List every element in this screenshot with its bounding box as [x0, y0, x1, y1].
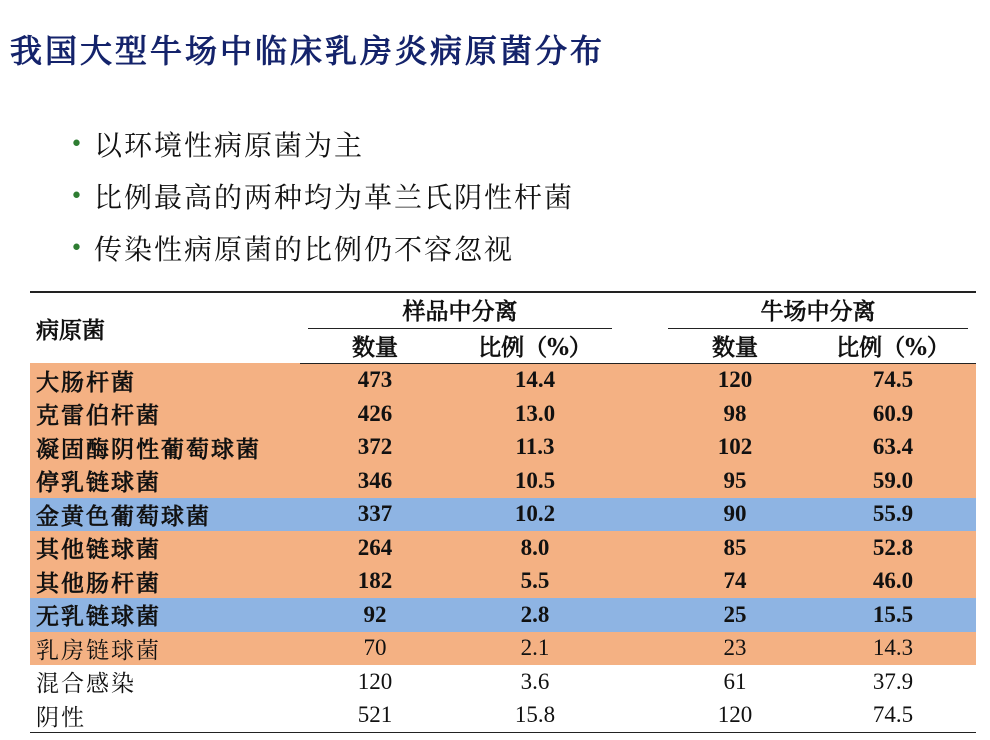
sample-ratio-cell: 3.6 [450, 665, 620, 699]
gap-cell [620, 498, 660, 532]
bullet-text: 传染性病原菌的比例仍不容忽视 [94, 233, 515, 266]
table-row [30, 699, 976, 733]
table-row [30, 431, 976, 465]
sample-ratio-cell: 11.3 [450, 431, 620, 465]
bullet-list [70, 118, 574, 274]
table-row [30, 565, 976, 599]
farm-count-cell: 120 [660, 363, 810, 397]
table-row [30, 498, 976, 532]
gap-cell [620, 464, 660, 498]
bullet-text: 比例最高的两种均为革兰氏阴性杆菌 [94, 181, 575, 214]
table-row [30, 397, 976, 431]
farm-count-header: 数量 [660, 329, 810, 363]
sample-count-cell: 264 [300, 531, 450, 565]
table-row [30, 665, 976, 699]
farm-ratio-cell: 15.5 [810, 598, 976, 632]
farm-ratio-cell: 52.8 [810, 531, 976, 565]
sample-count-cell: 337 [300, 498, 450, 532]
farm-count-cell: 102 [660, 431, 810, 465]
farm-ratio-cell: 37.9 [810, 665, 976, 699]
sample-ratio-cell: 8.0 [450, 531, 620, 565]
farm-ratio-header: 比例（%） [810, 329, 976, 363]
farm-count-cell: 61 [660, 665, 810, 699]
farm-ratio-cell: 46.0 [810, 565, 976, 599]
pathogen-column-header: 病原菌 [30, 292, 300, 363]
sample-count-header: 数量 [300, 329, 450, 363]
farm-count-cell: 120 [660, 699, 810, 733]
sample-count-cell: 120 [300, 665, 450, 699]
table-row [30, 531, 976, 565]
pathogen-name-cell: 无乳链球菌 [30, 598, 300, 632]
sample-ratio-cell: 13.0 [450, 397, 620, 431]
gap-cell [620, 632, 660, 666]
sample-count-cell: 473 [300, 363, 450, 397]
pathogen-name-cell: 混合感染 [30, 665, 300, 699]
sample-ratio-cell: 15.8 [450, 699, 620, 733]
farm-group-header: 牛场中分离 [660, 292, 976, 329]
bullet-dot-icon: • [70, 183, 85, 209]
pathogen-name-cell: 凝固酶阴性葡萄球菌 [30, 431, 300, 465]
sample-ratio-header: 比例（%） [450, 329, 620, 363]
sample-ratio-cell: 2.8 [450, 598, 620, 632]
gap-cell [620, 598, 660, 632]
sample-count-cell: 92 [300, 598, 450, 632]
farm-ratio-cell: 63.4 [810, 431, 976, 465]
sample-count-cell: 70 [300, 632, 450, 666]
farm-ratio-cell: 74.5 [810, 699, 976, 733]
farm-count-cell: 98 [660, 397, 810, 431]
sample-ratio-cell: 14.4 [450, 363, 620, 397]
sample-count-cell: 426 [300, 397, 450, 431]
sample-ratio-cell: 10.2 [450, 498, 620, 532]
bullet-dot-icon: • [70, 235, 85, 261]
table-row [30, 363, 976, 397]
pathogen-name-cell: 大肠杆菌 [30, 363, 300, 397]
sample-count-cell: 372 [300, 431, 450, 465]
farm-ratio-cell: 14.3 [810, 632, 976, 666]
sample-count-cell: 346 [300, 464, 450, 498]
pathogen-name-cell: 其他肠杆菌 [30, 565, 300, 599]
farm-count-cell: 23 [660, 632, 810, 666]
header-gap [620, 329, 660, 363]
farm-ratio-cell: 60.9 [810, 397, 976, 431]
pathogen-name-cell: 阴性 [30, 699, 300, 733]
pathogen-name-cell: 其他链球菌 [30, 531, 300, 565]
farm-ratio-cell: 59.0 [810, 464, 976, 498]
gap-cell [620, 565, 660, 599]
bullet-item [70, 170, 574, 222]
farm-count-cell: 85 [660, 531, 810, 565]
gap-cell [620, 397, 660, 431]
gap-cell [620, 363, 660, 397]
sample-ratio-cell: 5.5 [450, 565, 620, 599]
sample-ratio-cell: 2.1 [450, 632, 620, 666]
sample-count-cell: 521 [300, 699, 450, 733]
pathogen-table [30, 291, 976, 733]
farm-ratio-cell: 55.9 [810, 498, 976, 532]
gap-cell [620, 665, 660, 699]
pathogen-name-cell: 停乳链球菌 [30, 464, 300, 498]
sample-ratio-cell: 10.5 [450, 464, 620, 498]
sample-count-cell: 182 [300, 565, 450, 599]
pathogen-name-cell: 金黄色葡萄球菌 [30, 498, 300, 532]
pathogen-name-cell: 克雷伯杆菌 [30, 397, 300, 431]
gap-cell [620, 699, 660, 733]
header-gap [620, 292, 660, 329]
farm-count-cell: 90 [660, 498, 810, 532]
slide-title: 我国大型牛场中临床乳房炎病原菌分布 [10, 32, 606, 70]
bullet-item [70, 222, 574, 274]
farm-count-cell: 95 [660, 464, 810, 498]
table-row [30, 464, 976, 498]
bullet-text: 以环境性病原菌为主 [94, 129, 365, 162]
bullet-dot-icon: • [70, 131, 85, 157]
farm-ratio-cell: 74.5 [810, 363, 976, 397]
pathogen-name-cell: 乳房链球菌 [30, 632, 300, 666]
farm-count-cell: 25 [660, 598, 810, 632]
bullet-item [70, 118, 574, 170]
gap-cell [620, 531, 660, 565]
gap-cell [620, 431, 660, 465]
farm-count-cell: 74 [660, 565, 810, 599]
table-row [30, 632, 976, 666]
table-row [30, 598, 976, 632]
sample-group-header: 样品中分离 [300, 292, 620, 329]
